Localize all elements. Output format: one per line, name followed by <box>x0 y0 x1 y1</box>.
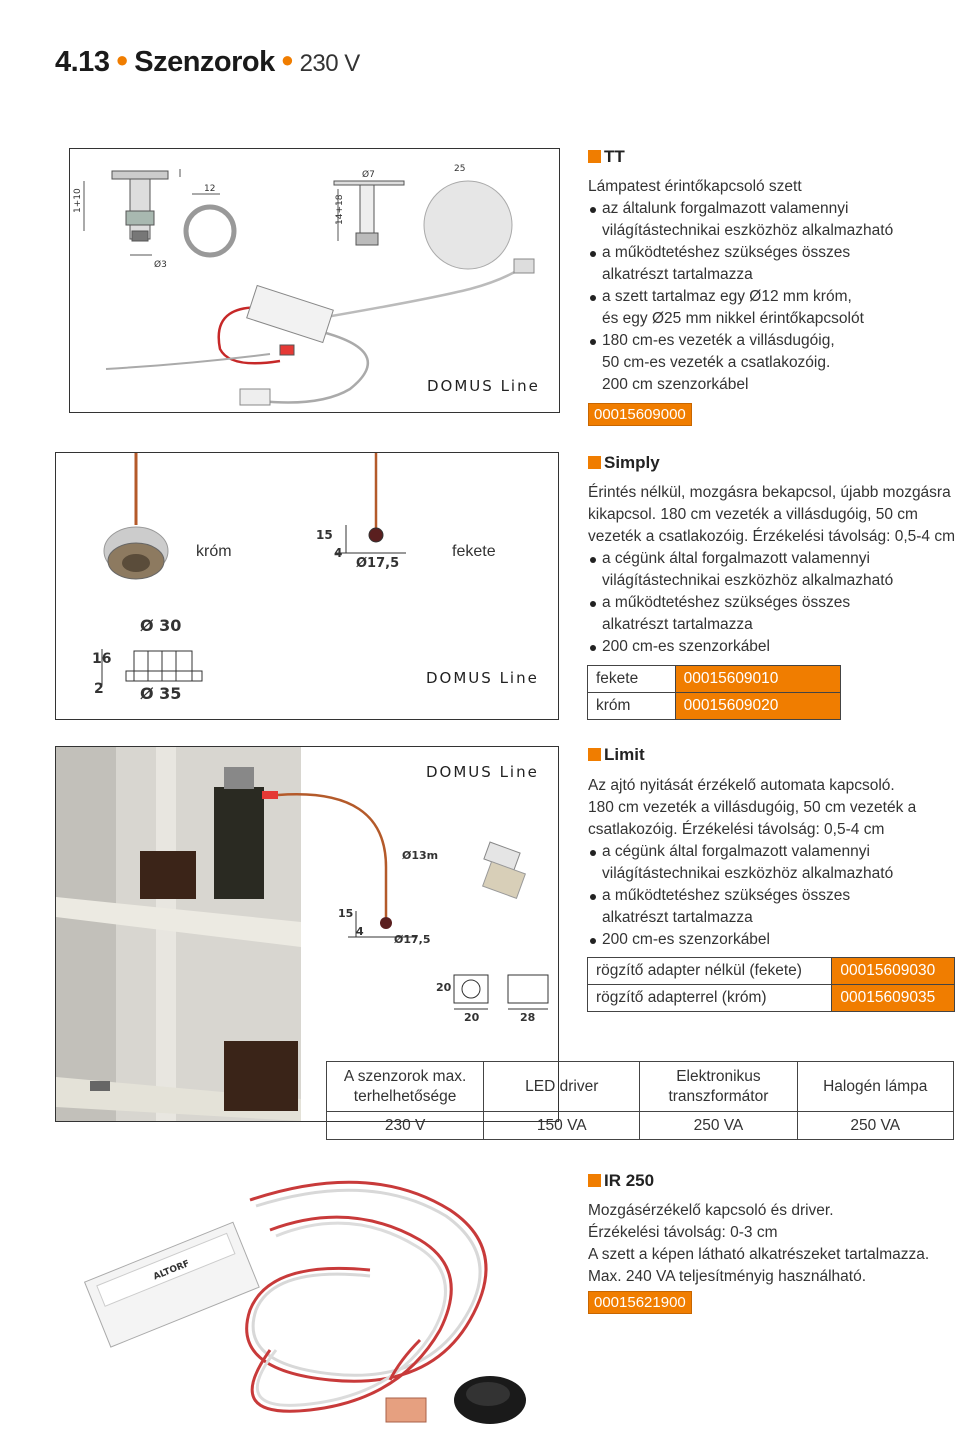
ir250-image <box>70 1170 550 1430</box>
limit-description <box>588 775 948 951</box>
bullet-item: 180 cm-es vezeték a villásdugóig, <box>588 330 938 352</box>
orange-square-icon <box>588 150 601 163</box>
brand-logo: DOMUS Line <box>426 763 539 781</box>
tt-order-code <box>588 403 692 426</box>
text-line: alkatrészt tartalmazza <box>602 266 753 283</box>
order-code: 00015609010 <box>675 666 840 693</box>
text-line: csatlakozóig. Érzékelési távolság: 0,5-4 cm <box>588 821 885 838</box>
text-line: kikapcsol. 180 cm vezeték a villásdugóig, 50 cm <box>588 506 918 523</box>
order-variant: rögzítő adapter nélkül (fekete) <box>588 958 832 985</box>
simply-description <box>588 482 956 658</box>
order-code: 00015609030 <box>832 958 955 985</box>
tt-description <box>588 176 938 396</box>
tt-image-panel <box>69 148 560 413</box>
ir250-description <box>588 1200 948 1288</box>
text-line: alkatrészt tartalmazza <box>602 909 753 926</box>
text-line: világítástechnikai eszközhöz alkalmazható <box>602 572 894 589</box>
orange-square-icon <box>588 1174 601 1187</box>
text-line: A szett a képen látható alkatrészeket tartalmazza. <box>588 1246 930 1263</box>
limit-order-table <box>587 957 955 1012</box>
order-code: 00015609020 <box>675 693 840 720</box>
ir250-product-photo <box>70 1170 550 1430</box>
limit-heading <box>588 745 645 765</box>
text-line: 180 cm vezeték a villásdugóig, 50 cm vezeték a <box>588 799 917 816</box>
load-header: A szenzorok max. terhelhetősége <box>327 1062 484 1112</box>
text-line: Érzékelési távolság: 0-3 cm <box>588 1224 778 1241</box>
dim-label: Ø7 <box>362 170 375 180</box>
load-header: Halogén lámpa <box>797 1062 954 1112</box>
bullet-item: az általunk forgalmazott valamennyi <box>588 198 938 220</box>
load-header: Elektronikus transzformátor <box>640 1062 797 1112</box>
load-value: 150 VA <box>484 1112 640 1140</box>
limit-heading-text: Limit <box>604 745 645 764</box>
brand-logo: DOMUS Line <box>427 377 540 395</box>
order-code: 00015621900 <box>588 1291 692 1314</box>
dim-label: 4 <box>334 546 343 560</box>
dim-label: 15 <box>316 528 333 542</box>
load-value: 250 VA <box>640 1112 797 1140</box>
dim-label: 15 <box>338 907 354 920</box>
dim-label: Ø17,5 <box>356 556 400 571</box>
ir250-heading <box>588 1171 654 1191</box>
bullet-item: a szett tartalmaz egy Ø12 mm króm, <box>588 286 938 308</box>
tt-heading <box>588 147 625 167</box>
dim-label: 2 <box>94 681 104 697</box>
text-line: vezeték a csatlakozóig. Érzékelési távolság: 0,5-4 cm <box>588 528 956 545</box>
section-number: 4.13 <box>55 46 110 78</box>
bullet-item: a működtetéshez szükséges összes <box>588 885 948 907</box>
order-variant: króm <box>588 693 676 720</box>
text-line: és egy Ø25 mm nikkel érintőkapcsolót <box>602 310 864 327</box>
dim-label: 4 <box>356 925 364 938</box>
dim-label: 14+18 <box>335 194 345 225</box>
device-brand-label: ALTORF <box>152 1258 192 1283</box>
simply-image-panel <box>55 452 559 720</box>
bullet-dot-icon: ● <box>280 47 294 72</box>
order-row <box>588 958 955 985</box>
order-row <box>588 985 955 1012</box>
tt-heading-text: TT <box>604 147 625 166</box>
bullet-dot-icon: ● <box>115 47 129 72</box>
page-title <box>55 46 360 79</box>
dim-label: 28 <box>520 1011 536 1024</box>
load-table <box>326 1061 954 1140</box>
text-line: világítástechnikai eszközhöz alkalmazható <box>602 222 894 239</box>
text-line: alkatrészt tartalmazza <box>602 616 753 633</box>
text-line: Az ajtó nyitását érzékelő automata kapcsoló. <box>588 777 895 794</box>
dim-label: Ø 35 <box>140 684 182 703</box>
bullet-item: a cégünk által forgalmazott valamennyi <box>588 548 948 570</box>
load-value: 230 V <box>327 1112 484 1140</box>
text-line: 200 cm szenzorkábel <box>602 376 749 393</box>
load-value: 250 VA <box>797 1112 954 1140</box>
order-variant: fekete <box>588 666 676 693</box>
ir250-heading-text: IR 250 <box>604 1171 655 1190</box>
order-code: 00015609000 <box>588 403 692 426</box>
text-line: világítástechnikai eszközhöz alkalmazható <box>602 865 894 882</box>
tt-product-drawing <box>70 149 559 412</box>
text-line: 50 cm-es vezeték a csatlakozóig. <box>602 354 831 371</box>
dim-label: 1+10 <box>73 188 83 213</box>
dim-label: 20 <box>436 981 452 994</box>
orange-square-icon <box>588 456 601 469</box>
dim-label: Ø17,5 <box>394 933 431 946</box>
simply-heading <box>588 453 660 473</box>
order-code: 00015609035 <box>832 985 955 1012</box>
dim-label: Ø13m <box>402 849 439 862</box>
voltage-label: 230 V <box>299 50 360 77</box>
dim-label: Ø3 <box>154 260 167 270</box>
text-line: Mozgásérzékelő kapcsoló és driver. <box>588 1202 834 1219</box>
dim-label: 25 <box>454 164 466 174</box>
section-title: Szenzorok <box>134 46 275 78</box>
order-variant: rögzítő adapterrel (króm) <box>588 985 832 1012</box>
orange-square-icon <box>588 748 601 761</box>
bullet-item: a működtetéshez szükséges összes <box>588 242 938 264</box>
bullet-item: a működtetéshez szükséges összes <box>588 592 948 614</box>
label-chrome: króm <box>196 543 232 560</box>
label-black: fekete <box>452 543 496 560</box>
load-header: LED driver <box>484 1062 640 1112</box>
dim-label: Ø 30 <box>140 616 182 635</box>
brand-logo: DOMUS Line <box>426 669 539 687</box>
dim-label: 12 <box>204 184 216 194</box>
simply-order-table <box>587 665 841 720</box>
text-line: Max. 240 VA teljesítményig használható. <box>588 1268 867 1285</box>
dim-label: 20 <box>464 1011 480 1024</box>
order-row <box>588 666 841 693</box>
ir250-order-code <box>588 1291 692 1314</box>
bullet-item: 200 cm-es szenzorkábel <box>588 636 948 658</box>
simply-heading-text: Simply <box>604 453 660 472</box>
bullet-item: 200 cm-es szenzorkábel <box>588 929 948 951</box>
text-line: Lámpatest érintőkapcsoló szett <box>588 178 802 195</box>
bullet-item: a cégünk által forgalmazott valamennyi <box>588 841 948 863</box>
order-row <box>588 693 841 720</box>
text-line: Érintés nélkül, mozgásra bekapcsol, újabb mozgásra <box>588 484 951 501</box>
dim-label: 16 <box>92 651 112 667</box>
